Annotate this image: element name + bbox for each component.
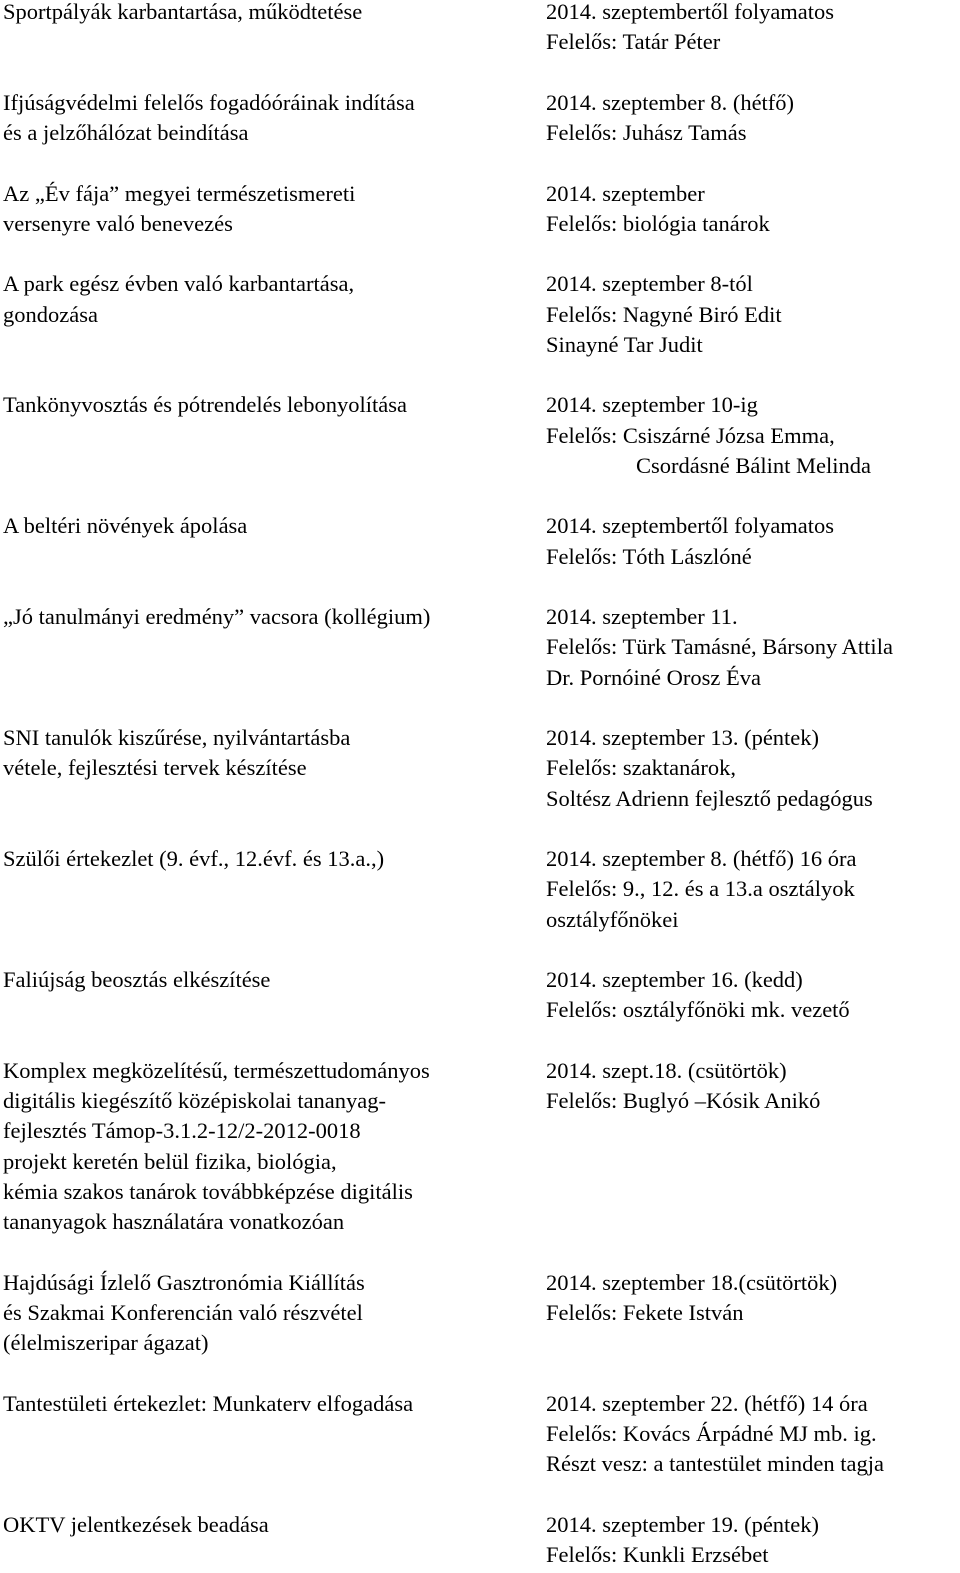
task-responsible: Soltész Adrienn fejlesztő pedagógus — [546, 785, 873, 811]
task-date-responsible — [546, 965, 960, 1026]
task-date-responsible — [546, 602, 960, 693]
task-description — [3, 179, 538, 240]
task-responsible: Felelős: Juhász Tamás — [546, 120, 747, 145]
task-line: és a jelzőhálózat beindítása — [3, 120, 249, 145]
task-date-responsible — [546, 1389, 960, 1480]
task-line: Komplex megközelítésű, természettudományos — [3, 1057, 430, 1083]
task-description — [3, 88, 538, 149]
task-date-responsible — [546, 1510, 960, 1571]
task-line: OKTV jelentkezések beadása — [3, 1511, 269, 1537]
task-date-responsible — [546, 723, 960, 814]
task-date-responsible — [546, 0, 960, 58]
task-line: kémia szakos tanárok továbbképzése digitális — [3, 1178, 413, 1204]
task-responsible: osztályfőnökei — [546, 906, 679, 932]
task-date: 2014. szeptember 13. (péntek) — [546, 725, 820, 750]
task-description — [3, 602, 538, 632]
task-line: vétele, fejlesztési tervek készítése — [3, 755, 307, 781]
task-responsible: Felelős: Tatár Péter — [546, 29, 721, 55]
task-date: 2014. szeptembertől folyamatos — [546, 513, 835, 539]
task-date: 2014. szeptember 18.(csütörtök) — [546, 1269, 838, 1295]
task-responsible: Felelős: Buglyó –Kósik Anikó — [546, 1088, 821, 1113]
task-description — [3, 1268, 538, 1359]
task-responsible: Felelős: 9., 12. és a 13.a osztályok — [546, 876, 855, 902]
task-responsible: Felelős: Kunkli Erzsébet — [546, 1541, 769, 1567]
task-line: Faliújság beosztás elkészítése — [3, 967, 271, 992]
task-responsible: Felelős: biológia tanárok — [546, 210, 770, 236]
task-date-responsible — [546, 1056, 960, 1117]
task-responsible: Sinayné Tar Judit — [546, 331, 703, 357]
task-line: versenyre való benevezés — [3, 210, 233, 236]
task-date: 2014. szeptember 8. (hétfő) — [546, 89, 795, 115]
task-line: „Jó tanulmányi eredmény” vacsora (kollégium) — [3, 604, 431, 629]
task-line: Szülői értekezlet (9. évf., 12.évf. és 13.a.,) — [3, 846, 385, 871]
task-line: Tantestületi értekezlet: Munkaterv elfogadása — [3, 1390, 414, 1416]
task-date: 2014. szeptembertől folyamatos — [546, 0, 835, 24]
task-line: és Szakmai Konferencián való részvétel — [3, 1299, 363, 1325]
task-responsible: Felelős: Türk Tamásné, Bársony Attila — [546, 634, 893, 660]
task-date: 2014. szeptember 16. (kedd) — [546, 967, 803, 992]
task-date: 2014. szeptember 22. (hétfő) 14 óra — [546, 1390, 868, 1416]
task-line: gondozása — [3, 301, 98, 327]
task-date: 2014. szeptember 10-ig — [546, 392, 758, 418]
task-line: tananyagok használatára vonatkozóan — [3, 1209, 345, 1234]
task-date: 2014. szeptember 8. (hétfő) 16 óra — [546, 846, 857, 871]
task-date-responsible — [546, 179, 960, 240]
task-responsible: Felelős: szaktanárok, — [546, 755, 736, 781]
task-line: A beltéri növények ápolása — [3, 513, 248, 539]
task-responsible: Felelős: Fekete István — [546, 1299, 744, 1325]
task-responsible: Dr. Pornóiné Orosz Éva — [546, 664, 761, 690]
task-date: 2014. szeptember — [546, 180, 705, 206]
task-line: Ifjúságvédelmi felelős fogadóóráinak indítása — [3, 89, 415, 115]
task-date-responsible — [546, 269, 960, 360]
task-description — [3, 844, 538, 874]
task-description — [3, 1510, 538, 1540]
task-responsible: Részt vesz: a tantestület minden tagja — [546, 1451, 885, 1476]
task-description — [3, 390, 538, 420]
task-line: (élelmiszeripar ágazat) — [3, 1330, 209, 1355]
task-description — [3, 1056, 538, 1238]
task-date: 2014. szept.18. (csütörtök) — [546, 1057, 787, 1083]
task-line: Sportpályák karbantartása, működtetése — [3, 0, 363, 24]
task-responsible: Felelős: Tóth Lászlóné — [546, 543, 752, 569]
task-date-responsible — [546, 88, 960, 149]
task-responsible: Felelős: Nagyné Biró Edit — [546, 301, 782, 327]
task-responsible: Felelős: Csiszárné Józsa Emma, — [546, 422, 835, 448]
task-responsible: Felelős: osztályfőnöki mk. vezető — [546, 997, 850, 1023]
task-date-responsible — [546, 844, 960, 935]
task-line: fejlesztés Támop-3.1.2-12/2-2012-0018 — [3, 1118, 361, 1144]
task-description — [3, 269, 538, 330]
task-line: Az „Év fája” megyei természetismereti — [3, 180, 356, 206]
task-date-responsible — [546, 1268, 960, 1329]
task-date: 2014. szeptember 8-tól — [546, 271, 753, 297]
task-description — [3, 723, 538, 784]
task-description — [3, 511, 538, 541]
task-date-responsible — [546, 390, 960, 481]
task-responsible: Felelős: Kovács Árpádné MJ mb. ig. — [546, 1420, 877, 1446]
task-date: 2014. szeptember 19. (péntek) — [546, 1511, 820, 1537]
task-line: A park egész évben való karbantartása, — [3, 271, 355, 297]
task-date-responsible — [546, 511, 960, 572]
task-date: 2014. szeptember 11. — [546, 604, 738, 629]
task-line: SNI tanulók kiszűrése, nyilvántartásba — [3, 725, 351, 750]
task-line: Hajdúsági Ízlelő Gasztronómia Kiállítás — [3, 1269, 365, 1295]
task-description — [3, 1389, 538, 1419]
task-line: digitális kiegészítő középiskolai tananyag- — [3, 1088, 387, 1113]
task-description — [3, 965, 538, 995]
task-description — [3, 0, 538, 27]
task-line: projekt keretén belül fizika, biológia, — [3, 1148, 337, 1174]
task-responsible: Csordásné Bálint Melinda — [636, 452, 871, 478]
task-line: Tankönyvosztás és pótrendelés lebonyolítása — [3, 392, 407, 418]
